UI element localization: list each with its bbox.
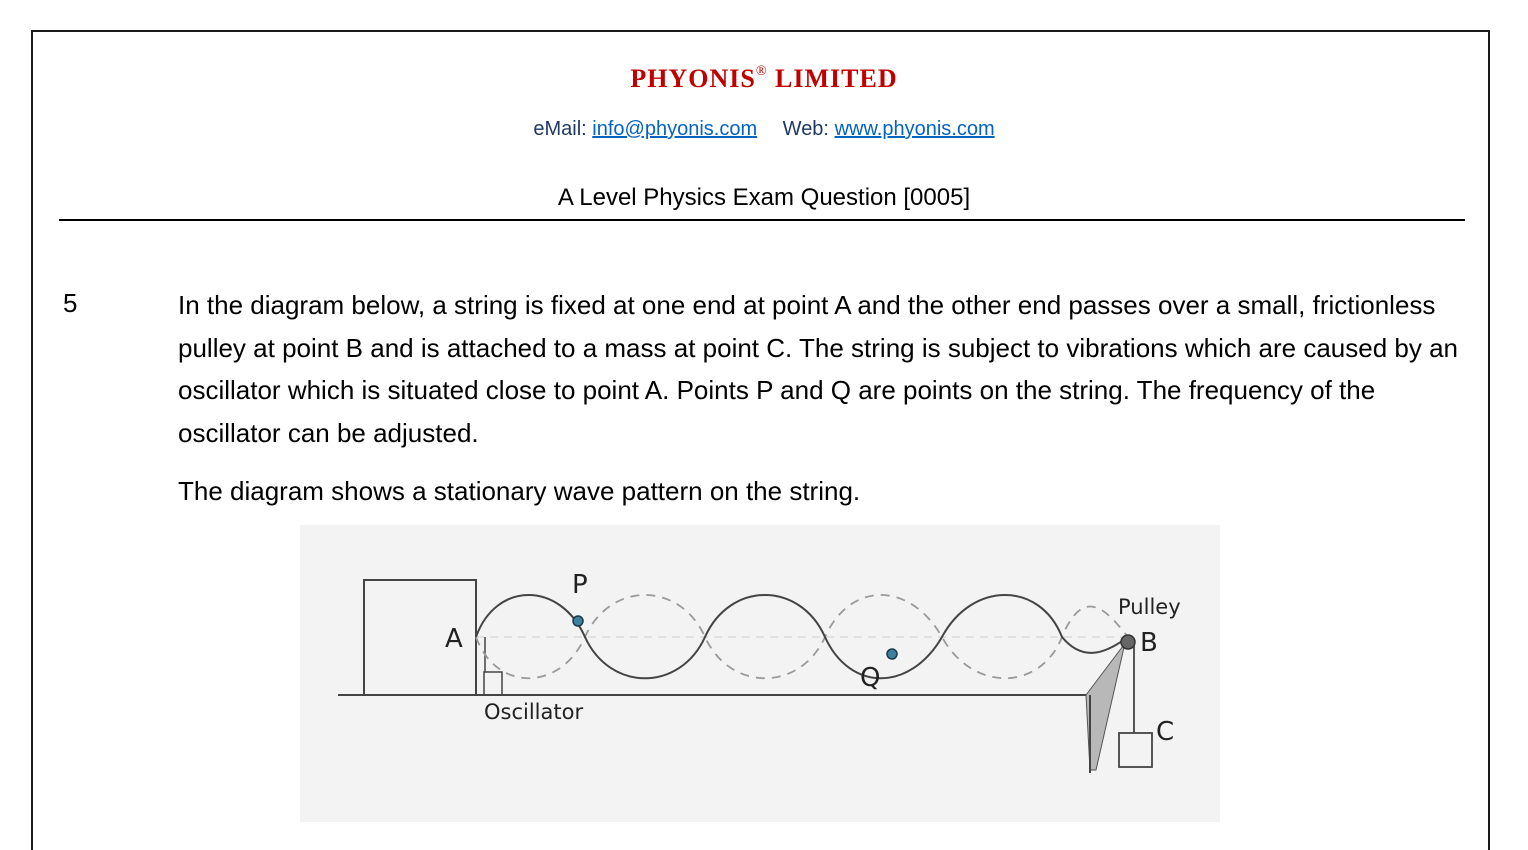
stationary-wave-diagram: [300, 525, 1220, 822]
label-c: C: [1156, 717, 1175, 747]
question-number: 5: [63, 288, 78, 318]
point-q-marker: [887, 649, 897, 659]
label-b: B: [1140, 628, 1158, 658]
registered-mark: ®: [755, 64, 768, 79]
label-p: P: [572, 570, 588, 600]
web-label: Web:: [782, 118, 829, 140]
label-pulley: Pulley: [1118, 595, 1181, 619]
diagram-svg: [300, 525, 1220, 822]
web-link[interactable]: www.phyonis.com: [834, 118, 995, 140]
label-q: Q: [860, 663, 881, 693]
point-p-marker: [573, 616, 583, 626]
company-suffix: LIMITED: [775, 64, 898, 93]
exam-title: A Level Physics Exam Question [0005]: [557, 184, 971, 211]
pulley-support: [1086, 638, 1129, 770]
question-paragraph-2: The diagram shows a stationary wave pattern on the string.: [178, 476, 861, 506]
oscillator-box: [484, 672, 502, 695]
contact-line: [0, 118, 1528, 141]
email-link[interactable]: info@phyonis.com: [592, 118, 758, 140]
mass-c: [1119, 733, 1152, 767]
label-oscillator: Oscillator: [484, 700, 584, 724]
pulley-wheel: [1121, 635, 1135, 649]
header-divider: [59, 219, 1465, 221]
email-label: eMail:: [533, 118, 587, 140]
label-a: A: [445, 624, 463, 654]
company-name: [0, 64, 1528, 94]
company-name-text: PHYONIS: [630, 64, 756, 93]
question-paragraph-1: In the diagram below, a string is fixed at one end at point A and the other end passes over a small, frictionless pulley at point B and is attached to a mass at point C. The string is subject to vibrations which are caused by an oscillator which is situated close to point A. Points P and Q are points on the string. The frequency of the oscillator can be adjusted.: [178, 290, 1459, 448]
